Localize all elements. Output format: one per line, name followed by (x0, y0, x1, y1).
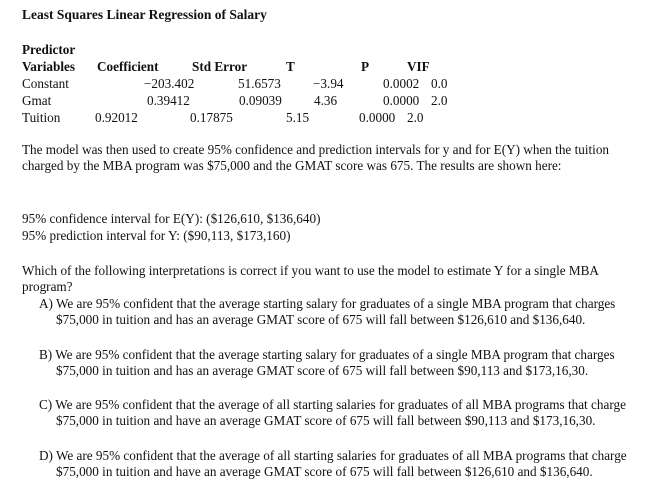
option-letter: B) (39, 347, 53, 362)
header-p: P (361, 59, 370, 74)
row-variable: Constant (22, 76, 69, 91)
option-letter: C) (39, 397, 53, 412)
header-std-error: Std Error (192, 59, 248, 74)
document-title: Least Squares Linear Regression of Salary (22, 7, 267, 22)
row-p: 0.0000 (383, 93, 420, 108)
row-std-error: 51.6573 (238, 76, 281, 91)
answer-option-c[interactable] (39, 397, 650, 429)
row-variable: Gmat (22, 93, 52, 108)
row-p: 0.0002 (383, 76, 420, 91)
header-vif: VIF (407, 59, 430, 74)
intro-paragraph: The model was then used to create 95% confidence and prediction intervals for y and for E(Y) when the tuition charged by the MBA program was $75,000 and the GMAT score was 675. The results are shown here: (22, 142, 610, 173)
option-text: We are 95% confident that the average starting salary for graduates of a single MBA program that charges $75,000 in tuition and has an average GMAT score of 675 will fall between $90,113 and $173,16,30. (55, 347, 615, 378)
row-coefficient: 0.92012 (95, 110, 138, 125)
row-std-error: 0.17875 (190, 110, 233, 125)
answer-option-a[interactable] (39, 296, 650, 328)
row-std-error: 0.09039 (239, 93, 282, 108)
confidence-interval-line: 95% confidence interval for E(Y): ($126,610, $136,640) (22, 211, 321, 226)
answer-option-d[interactable] (39, 448, 650, 480)
option-letter: D) (39, 448, 53, 463)
row-t: 4.36 (314, 93, 338, 108)
row-vif: 0.0 (431, 76, 448, 91)
row-coefficient: 0.39412 (147, 93, 190, 108)
option-text: We are 95% confident that the average starting salary for graduates of a single MBA program that charges $75,000 in tuition and has an average GMAT score of 675 will fall between $126,610 and $136,640. (55, 296, 616, 327)
row-t: −3.94 (313, 76, 344, 91)
option-text: We are 95% confident that the average of all starting salaries for graduates of all MBA programs that charge $75,000 in tuition and have an average GMAT score of 675 will fall between $90,113 and $173,16,30. (55, 397, 626, 428)
row-p: 0.0000 (359, 110, 396, 125)
option-letter: A) (39, 296, 53, 311)
question-text: Which of the following interpretations is correct if you want to use the model to estimate Y for a single MBA program? (22, 263, 599, 294)
answer-option-b[interactable] (39, 347, 650, 379)
prediction-interval-line: 95% prediction interval for Y: ($90,113, $173,160) (22, 228, 291, 243)
row-variable: Tuition (22, 110, 61, 125)
row-vif: 2.0 (431, 93, 448, 108)
header-predictor: Predictor (22, 42, 76, 57)
row-vif: 2.0 (407, 110, 424, 125)
row-coefficient: −203.402 (144, 76, 195, 91)
row-t: 5.15 (286, 110, 310, 125)
option-text: We are 95% confident that the average of all starting salaries for graduates of all MBA programs that charge $75,000 in tuition and have an average GMAT score of 675 will fall between $126,610 and $136,640. (55, 448, 627, 479)
header-coefficient: Coefficient (97, 59, 159, 74)
header-t: T (286, 59, 295, 74)
header-variables: Variables (22, 59, 75, 74)
